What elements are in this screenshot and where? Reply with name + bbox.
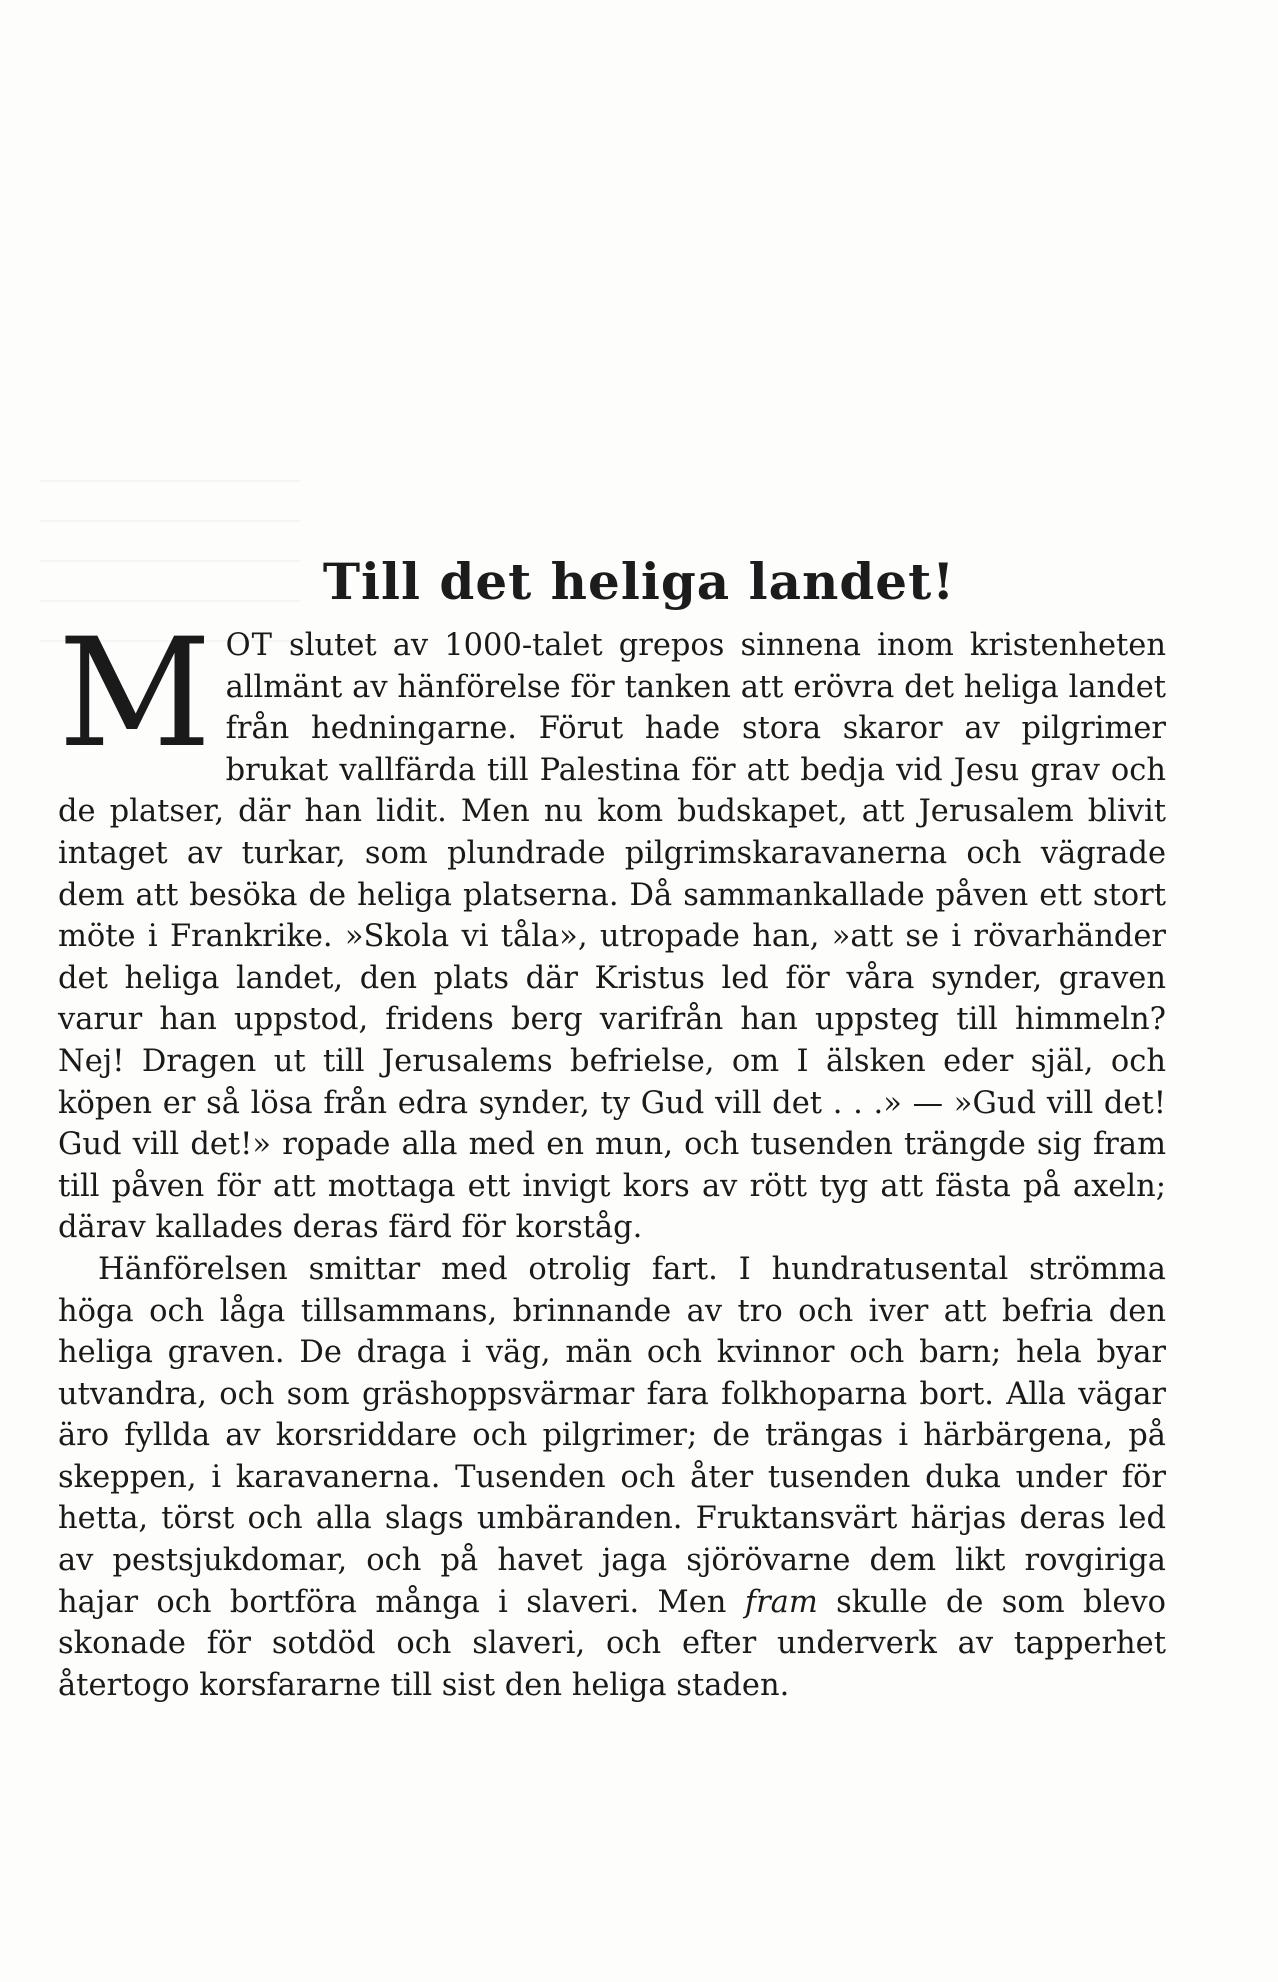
paragraph-1-text: slutet av 1000-talet grepos sinnena inom kristenheten allmänt av hänförelse för tanken att erövra det heliga landet från hedningarne. Förut hade stora skaror av pilgrimer brukat vallfärda till Palestina för att bedja vid Jesu grav och de platser, där han lidit. Men nu kom budskapet, att Jerusalem blivit intaget av turkar, som plundrade pilgrimskaravanerna och vägrade dem att besöka de heliga platserna. Då sammankallade påven ett stort möte i Frankrike. »Skola vi tåla», utropade han, »att se i rövarhänder det heliga landet, den plats där Kristus led för våra synder, graven varur han uppstod, fridens berg varifrån han uppsteg till himmeln? Nej! Dragen ut till Jerusalems befrielse, om I älsken eder själ, och köpen er så lösa från edra synder, ty Gud vill det . . .» — »Gud vill det! Gud vill det!» ropade alla med en mun, och tusenden trängde sig fram till påven för att mottaga ett invigt kors av rött tyg att fästa på axeln; därav kallades deras färd för korståg. — [58, 628, 1166, 1246]
emphasized-word: fram — [744, 1584, 818, 1620]
drop-cap: M — [58, 607, 212, 781]
chapter-title: Till det heliga landet! — [322, 551, 956, 611]
lead-word: OT — [225, 628, 273, 663]
chapter-body — [58, 607, 1166, 1706]
paragraph-2 — [58, 1249, 1166, 1707]
paragraph-2-text-start: Hänförelsen smittar med otrolig fart. I hundratusental strömma höga och låga tillsammans, brinnande av tro och iver att befria den heliga graven. De draga i väg, män och kvinnor och barn; hela byar utvandra, och som gräshoppsvärmar fara folkhoparna bort. Alla vägar äro fyllda av korsriddare och pilgrimer; de trängas i härbärgena, på skeppen, i karavanerna. Tusenden och åter tusenden duka under för hetta, törst och alla slags umbäranden. Fruktansvärt härjas deras led av pestsjukdomar, och på havet jaga sjörövarne dem likt rovgiriga hajar och bortföra många i slaveri. Men — [58, 1251, 1166, 1620]
paragraph-2-text-end: skulle de som blevo skonade för sotdöd och slaveri, och efter underverk av tapperhet återtogo korsfararne till sist den heliga staden. — [58, 1584, 1166, 1703]
paragraph-1 — [58, 607, 1166, 1249]
